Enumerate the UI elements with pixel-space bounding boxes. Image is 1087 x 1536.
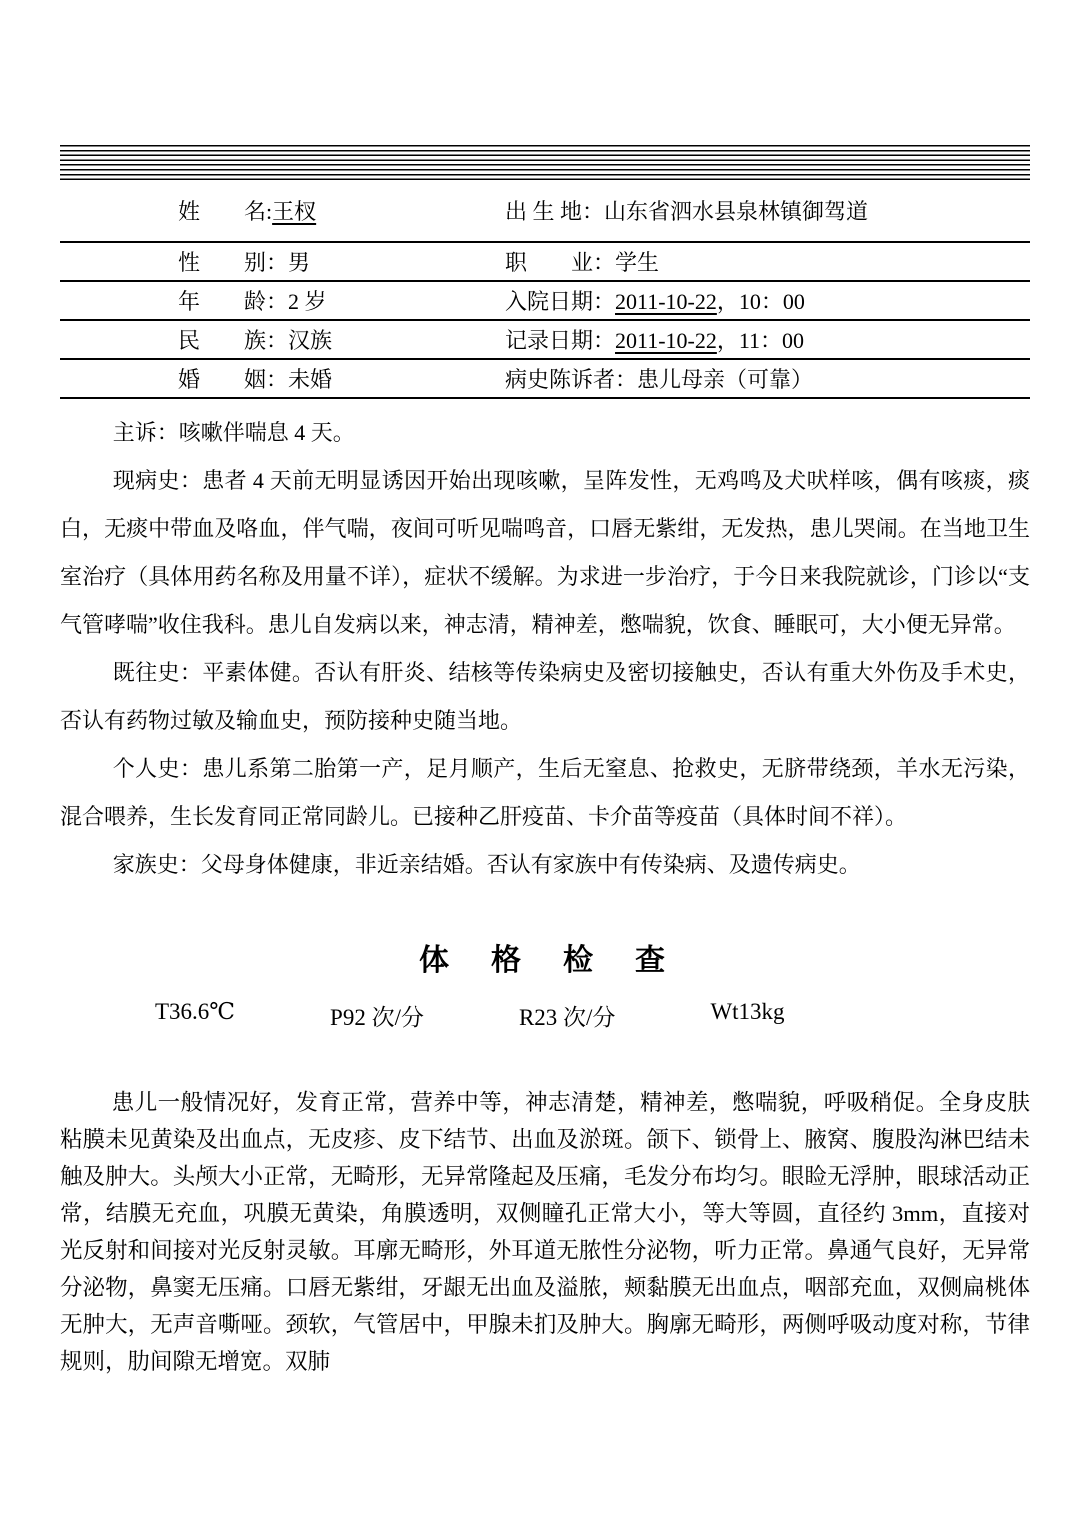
field-record-date <box>505 324 1030 355</box>
field-name-label: 姓 名: <box>178 199 273 224</box>
field-marriage-value: 未婚 <box>288 367 333 392</box>
vital-weight: Wt13kg <box>710 999 785 1024</box>
vital-temperature: T36.6℃ <box>155 999 236 1024</box>
info-row-sex-occupation <box>60 243 1030 282</box>
field-marriage <box>60 363 505 394</box>
chief-complaint-paragraph: 主诉：咳嗽伴喘息 4 天。 <box>112 420 355 445</box>
field-birthplace <box>505 195 1030 226</box>
patient-info-table <box>60 180 1030 399</box>
physical-exam-heading: 体 格 检 查 <box>419 944 671 977</box>
field-admission-date-value: 2011-10-22 <box>615 289 717 314</box>
field-admission-date <box>505 285 1030 316</box>
field-name-value: 王杈 <box>272 199 317 224</box>
info-row-name-birthplace <box>60 180 1030 243</box>
field-history-narrator-value: 患儿母亲（可靠） <box>637 367 814 392</box>
field-ethnicity <box>60 324 505 355</box>
field-sex <box>60 246 505 277</box>
field-admission-time-value: ，10：00 <box>716 289 805 314</box>
field-sex-label: 性 别： <box>178 250 289 275</box>
field-record-time-value: ，11：00 <box>716 328 805 353</box>
field-occupation-value: 学生 <box>615 250 660 275</box>
field-age-value: 2 岁 <box>288 289 327 314</box>
info-row-ethnicity-record <box>60 321 1030 360</box>
present-illness-paragraph: 现病史：患者 4 天前无明显诱因开始出现咳嗽，呈阵发性，无鸡鸣及犬吠样咳，偶有咳痰，痰白，无痰中带血及咯血，伴气喘，夜间可听见喘鸣音，口唇无紫绀，无发热，患儿哭闹。在当地卫生室治疗（具体用药名称及用量不详），症状不缓解。为求进一步治疗，于今日来我院就诊，门诊以“支气管哮喘”收住我科。患儿自发病以来，神志清，精神差，憋喘貌，饮食、睡眠可，大小便无异常。 <box>60 468 1030 637</box>
past-history-paragraph: 既往史：平素体健。否认有肝炎、结核等传染病史及密切接触史，否认有重大外伤及手术史，否认有药物过敏及输血史，预防接种史随当地。 <box>60 660 1030 733</box>
header-rule-band <box>60 145 1030 180</box>
field-record-date-value: 2011-10-22 <box>615 328 717 353</box>
field-name <box>60 195 505 226</box>
vital-pulse: P92 次/分 <box>330 1005 424 1030</box>
field-occupation <box>505 246 1030 277</box>
field-birthplace-value: 山东省泗水县泉林镇御驾道 <box>604 199 869 224</box>
field-admission-date-label: 入院日期： <box>505 289 616 314</box>
page-content <box>60 145 1030 1380</box>
field-birthplace-label: 出 生 地： <box>505 199 605 224</box>
field-ethnicity-value: 汉族 <box>288 328 333 353</box>
info-row-marriage-historian <box>60 360 1030 399</box>
vital-respiration: R23 次/分 <box>518 1005 616 1030</box>
field-sex-value: 男 <box>288 250 311 275</box>
field-occupation-label: 职 业： <box>505 250 616 275</box>
field-ethnicity-label: 民 族： <box>178 328 289 353</box>
family-history-paragraph: 家族史：父母身体健康，非近亲结婚。否认有家族中有传染病、及遗传病史。 <box>112 852 861 877</box>
field-age <box>60 285 505 316</box>
field-age-label: 年 龄： <box>178 289 289 314</box>
info-row-age-admission <box>60 282 1030 321</box>
field-marriage-label: 婚 姻： <box>178 367 289 392</box>
field-history-narrator <box>505 363 1030 394</box>
field-history-narrator-label: 病史陈诉者： <box>505 367 638 392</box>
physical-exam-paragraph: 患儿一般情况好，发育正常，营养中等，神志清楚，精神差，憋喘貌，呼吸稍促。全身皮肤粘膜未见黄染及出血点，无皮疹、皮下结节、出血及淤斑。颌下、锁骨上、腋窝、腹股沟淋巴结未触及肿大。头颅大小正常，无畸形，无异常隆起及压痛，毛发分布均匀。眼睑无浮肿，眼球活动正常，结膜无充血，巩膜无黄染，角膜透明，双侧瞳孔正常大小，等大等圆，直径约 3mm，直接对光反射和间接对光反射灵敏。耳廓无畸形，外耳道无脓性分泌物，听力正常。鼻通气良好，无异常分泌物，鼻窦无压痛。口唇无紫绀，牙龈无出血及溢脓，颊黏膜无出血点，咽部充血，双侧扁桃体无肿大，无声音嘶哑。颈软，气管居中，甲腺未扪及肿大。胸廓无畸形，两侧呼吸动度对称，节律规则，肋间隙无增宽。双肺 <box>60 1090 1030 1374</box>
field-record-date-label: 记录日期： <box>505 328 616 353</box>
history-section <box>60 409 1030 889</box>
personal-history-paragraph: 个人史：患儿系第二胎第一产，足月顺产，生后无窒息、抢救史，无脐带绕颈，羊水无污染，混合喂养，生长发育同正常同龄儿。已接种乙肝疫苗、卡介苗等疫苗（具体时间不祥）。 <box>60 756 1030 829</box>
vitals-row <box>60 999 1030 1032</box>
